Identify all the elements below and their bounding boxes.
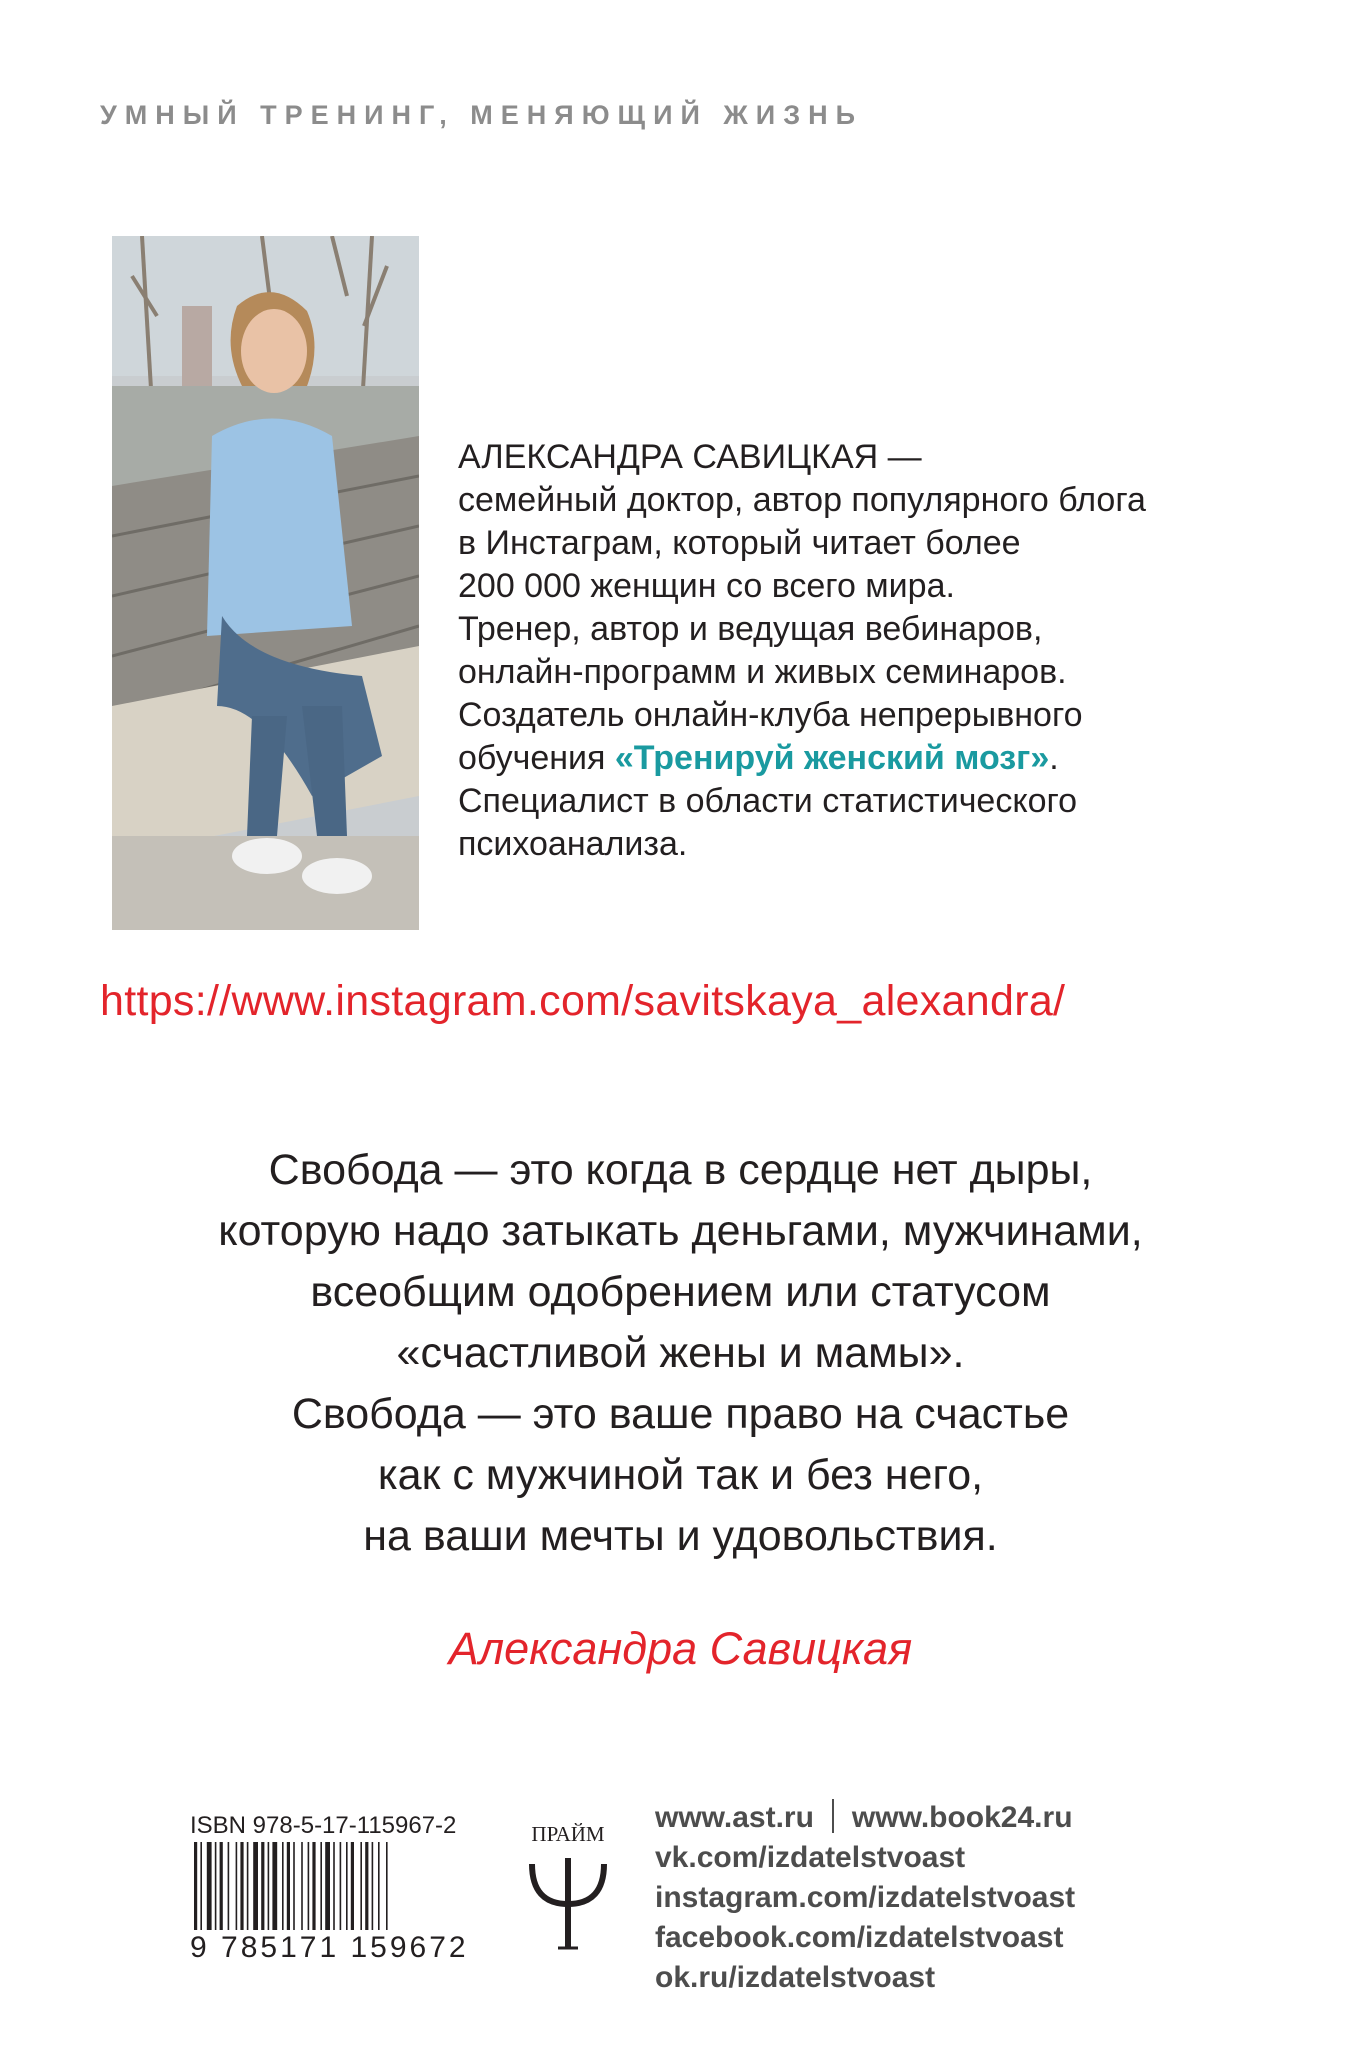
isbn-number: ISBN 978-5-17-115967-2 xyxy=(190,1812,457,1839)
bio-line-club xyxy=(458,737,1298,780)
psi-icon xyxy=(526,1852,610,1952)
bio-line: Создатель онлайн-клуба непрерывного xyxy=(458,696,1083,734)
bio-line-name: АЛЕКСАНДРА САВИЦКАЯ — xyxy=(458,438,922,476)
barcode-icon xyxy=(190,1842,450,1934)
quote-line: «счастливой жены и мамы». xyxy=(396,1329,965,1377)
link-vk[interactable]: vk.com/izdatelstvoast xyxy=(655,1841,966,1874)
author-photo-illustration xyxy=(112,236,419,930)
publisher-logo-text: ПРАЙМ xyxy=(531,1822,605,1846)
bio-line: в Инстаграм, который читает более xyxy=(458,524,1021,562)
quote-author: Александра Савицкая xyxy=(448,1623,913,1674)
quote-line: на ваши мечты и удовольствия. xyxy=(363,1512,998,1560)
quote-line: всеобщим одобрением или статусом xyxy=(310,1268,1051,1316)
link-ok[interactable]: ok.ru/izdatelstvoast xyxy=(655,1961,936,1994)
club-name: «Тренируй женский мозг» xyxy=(614,739,1050,777)
bio-line: 200 000 женщин со всего мира. xyxy=(458,567,955,605)
link-divider xyxy=(832,1799,834,1833)
quote-line: как с мужчиной так и без него, xyxy=(377,1451,984,1499)
bio-line-suffix: . xyxy=(1049,739,1059,777)
quote-line: которую надо затыкать деньгами, мужчинами, xyxy=(218,1207,1143,1255)
quote-block xyxy=(0,1140,1361,1567)
publisher-logo xyxy=(508,1822,628,1962)
bio-line: онлайн-программ и живых семинаров. xyxy=(458,653,1067,691)
author-photo xyxy=(112,236,419,930)
bio-line: психоанализа. xyxy=(458,825,688,863)
link-facebook[interactable]: facebook.com/izdatelstvoast xyxy=(655,1921,1064,1954)
bio-line-prefix: обучения xyxy=(458,739,615,777)
bio-line: семейный доктор, автор популярного блога xyxy=(458,481,1146,519)
bio-line: Тренер, автор и ведущая вебинаров, xyxy=(458,610,1043,648)
quote-line: Свобода — это когда в сердце нет дыры, xyxy=(268,1146,1093,1194)
instagram-link[interactable]: https://www.instagram.com/savitskaya_alexandra/ xyxy=(100,977,1066,1025)
link-instagram[interactable]: instagram.com/izdatelstvoast xyxy=(655,1881,1076,1914)
links-row-sites xyxy=(655,1798,1075,1838)
bio-line: Специалист в области статистического xyxy=(458,782,1078,820)
barcode-digits: 9 785171 159672 xyxy=(190,1931,469,1964)
series-title: УМНЫЙ ТРЕНИНГ, МЕНЯЮЩИЙ ЖИЗНЬ xyxy=(100,100,864,130)
publisher-links xyxy=(655,1798,1075,1998)
quote-line: Свобода — это ваше право на счастье xyxy=(291,1390,1070,1438)
author-bio xyxy=(458,436,1298,866)
link-book24[interactable]: www.book24.ru xyxy=(851,1801,1073,1834)
link-ast[interactable]: www.ast.ru xyxy=(655,1801,814,1834)
